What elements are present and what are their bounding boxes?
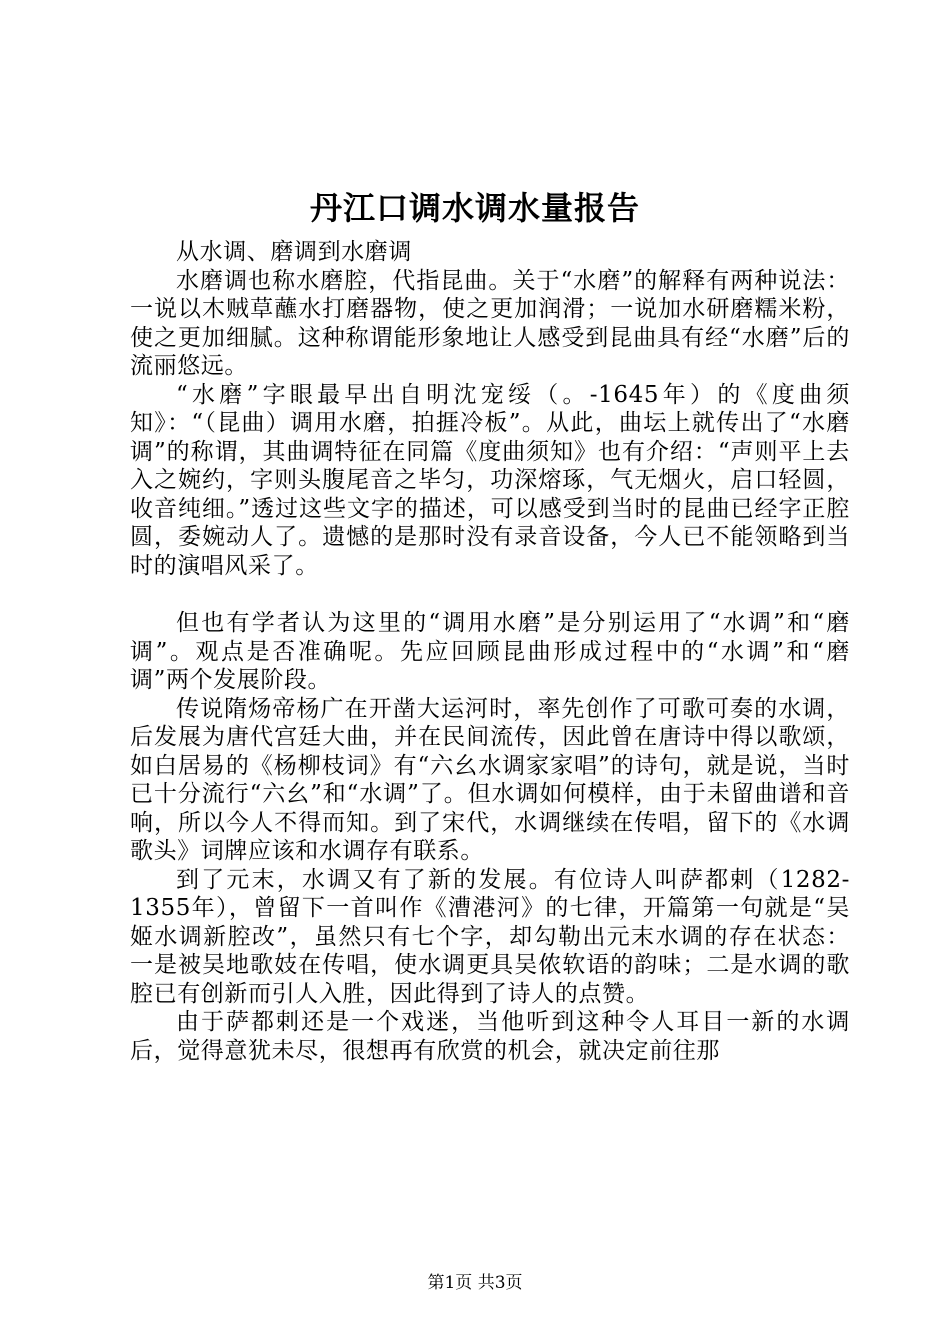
- paragraph: 但也有学者认为这里的“调用水磨”是分别运用了“水调”和“磨调”。观点是否准确呢。先应回顾昆曲形成过程中的“水调”和“磨调”两个发展阶段。: [130, 610, 850, 693]
- paragraph: 由于萨都剌还是一个戏迷，当他听到这种令人耳目一新的水调后，觉得意犹未尽，很想再有欣赏的机会，就决定前往那: [130, 1009, 850, 1064]
- page-footer: 第1页 共3页: [427, 1273, 523, 1293]
- paragraph: 到了元末，水调又有了新的发展。有位诗人叫萨都剌（1282-1355年），曾留下一首叫作《漕港河》的七律，开篇第一句就是“吴姬水调新腔改”，虽然只有七个字，却勾勒出元末水调的存在状态：一是被吴地歌妓在传唱，使水调更具吴侬软语的韵味；二是水调的歌腔已有创新而引人入胜，因此得到了诗人的点赞。: [130, 866, 850, 1007]
- paragraph: 水磨调也称水磨腔，代指昆曲。关于“水磨”的解释有两种说法：一说以木贼草蘸水打磨器物，使之更加润滑；一说加水研磨糯米粉，使之更加细腻。这种称谓能形象地让人感受到昆曲具有经“水磨”后的流丽悠远。: [130, 267, 850, 379]
- paragraph: “水磨”字眼最早出自明沈宠绥（。-1645年）的《度曲须知》：“（昆曲）调用水磨，拍捱冷板”。从此，曲坛上就传出了“水磨调”的称谓，其曲调特征在同篇《度曲须知》也有介绍：“声则平上去入之婉约，字则头腹尾音之毕匀，功深熔琢，气无烟火，启口轻圆，收音纯细。”透过这些文字的描述，可以感受到当时的昆曲已经字正腔圆，委婉动人了。遗憾的是那时没有录音设备，今人已不能领略到当时的演唱风采了。: [130, 381, 850, 579]
- document-body: [130, 238, 850, 1065]
- section-subheading: 从水调、磨调到水磨调: [176, 239, 412, 265]
- document-title: 丹江口调水调水量报告: [309, 189, 640, 227]
- paragraph: 传说隋炀帝杨广在开凿大运河时，率先创作了可歌可奏的水调，后发展为唐代宫廷大曲，并在民间流传，因此曾在唐诗中得以歌颂，如白居易的《杨柳枝词》有“六幺水调家家唱”的诗句，就是说，当时已十分流行“六幺”和“水调”了。但水调如何模样，由于未留曲谱和音响，所以今人不得而知。到了宋代，水调继续在传唱，留下的《水调歌头》词牌应该和水调存有联系。: [130, 695, 850, 864]
